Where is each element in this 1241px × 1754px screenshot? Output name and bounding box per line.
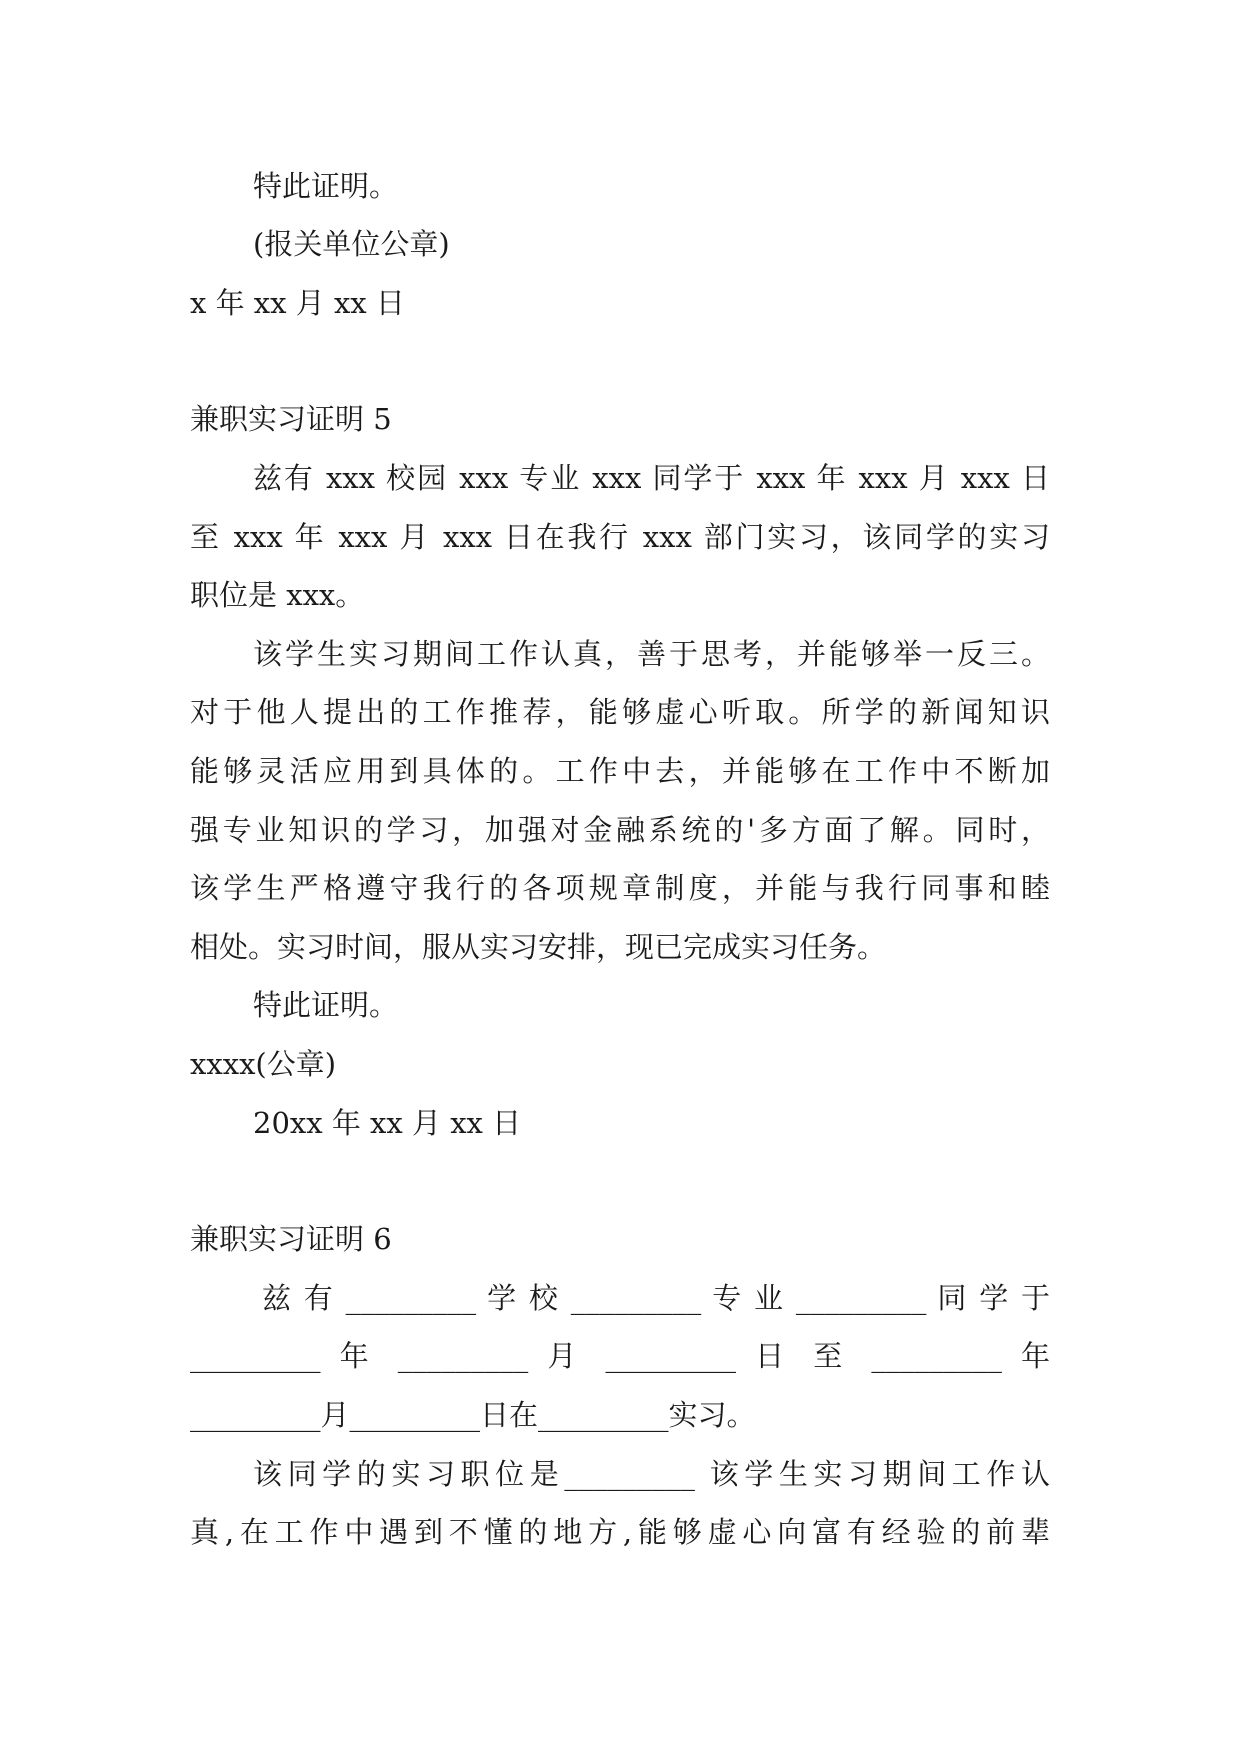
body-line: 相处。实习时间，服从实习安排，现已完成实习任务。 [190, 930, 887, 964]
date-line: x 年 xx 月 xx 日 [190, 286, 405, 320]
body-line: 至 xxx 年 xxx 月 xxx 日在我行 xxx 部门实习，该同学的实习 [190, 520, 1050, 554]
body-line: 兹 有 _________ 学 校 _________ 专 业 _________ 同 学 于 [262, 1281, 1050, 1315]
body-line: 职位是 xxx。 [190, 578, 365, 612]
date-line: 20xx 年 xx 月 xx 日 [253, 1106, 522, 1140]
body-line: 强专业知识的学习，加强对金融系统的'多方面了解。同时， [190, 813, 1050, 847]
body-line: 该学生实习期间工作认真，善于思考，并能够举一反三。 [253, 637, 1050, 671]
body-line: 能够灵活应用到具体的。工作中去，并能够在工作中不断加 [190, 754, 1050, 788]
body-line: _________ 年 _________ 月 _________ 日 至 _________ 年 [190, 1339, 1050, 1373]
section-title-5: 兼职实习证明 5 [190, 402, 392, 436]
closing-line: 特此证明。 [253, 169, 399, 203]
body-line: 该学生严格遵守我行的各项规章制度，并能与我行同事和睦 [190, 871, 1050, 905]
seal-line: (报关单位公章) [253, 227, 450, 261]
body-line: 兹有 xxx 校园 xxx 专业 xxx 同学于 xxx 年 xxx 月 xxx 日 [253, 461, 1050, 495]
body-line: 真,在工作中遇到不懂的地方,能够虚心向富有经验的前辈 [190, 1515, 1050, 1549]
body-line: 该同学的实习职位是_________ 该学生实习期间工作认 [253, 1457, 1050, 1491]
seal-line: xxxx(公章) [190, 1047, 337, 1081]
closing-line: 特此证明。 [253, 988, 399, 1022]
section-title-6: 兼职实习证明 6 [190, 1222, 392, 1256]
body-line: _________月_________日在_________实习。 [190, 1398, 756, 1432]
body-line: 对于他人提出的工作推荐，能够虚心听取。所学的新闻知识 [190, 695, 1050, 729]
